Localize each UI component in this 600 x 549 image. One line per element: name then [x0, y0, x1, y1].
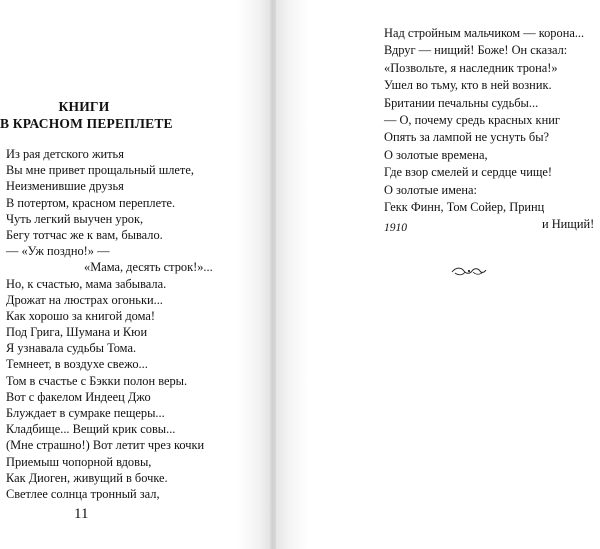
- poem-line: — О, почему средь красных книг: [384, 112, 560, 127]
- poem-title-line: В КРАСНОМ ПЕРЕПЛЕТЕ: [0, 116, 173, 131]
- poem-line: Над стройным мальчиком — корона...: [384, 26, 585, 40]
- poem-stanza-left: [6, 146, 268, 502]
- poem-line: Под Грига, Шумана и Кюи: [6, 325, 148, 340]
- poem-year: 1910: [384, 222, 407, 234]
- poem-line: Неизменившие друзья: [6, 179, 124, 194]
- poem-line: Приемыш чопорной вдовы,: [6, 454, 152, 469]
- page-number: 11: [74, 506, 89, 522]
- poem-line: Блуждает в сумраке пещеры...: [6, 406, 165, 420]
- poem-line: Как Диоген, живущий в бочке.: [6, 470, 168, 485]
- poem-title-line: КНИГИ: [58, 99, 110, 114]
- poem-line: Вы мне привет прощальный шлете,: [6, 163, 194, 178]
- poem-line: Гекк Финн, Том Сойер, Принц: [384, 199, 545, 214]
- poem-line: и Нищий!: [542, 217, 595, 232]
- poem-line: Из рая детского житья: [6, 147, 124, 161]
- poem-line: Том в счастье с Бэкки полон веры.: [6, 373, 188, 388]
- poem-line: Вдруг — нищий! Боже! Он сказал:: [384, 43, 568, 58]
- poem-line: В потертом, красном переплете.: [6, 195, 176, 210]
- poem-line: Опять за лампой не уснуть бы?: [384, 130, 550, 145]
- left-page: [0, 0, 270, 549]
- poem-line: Бегу тотчас же к вам, бывало.: [6, 227, 163, 242]
- right-page: [276, 0, 600, 549]
- poem-title: [0, 98, 173, 132]
- poem-line: Как хорошо за книгой дома!: [6, 308, 155, 323]
- poem-line: — «Уж поздно!» —: [6, 244, 110, 259]
- poem-line: Британии печальны судьбы...: [384, 95, 539, 110]
- poem-line: Я узнавала судьбы Тома.: [6, 341, 137, 356]
- poem-line: «Мама, десять строк!»...: [84, 260, 213, 275]
- poem-stanza-right: [384, 25, 599, 234]
- poem-line: (Мне страшно!) Вот летит чрез кочки: [6, 438, 205, 453]
- flourish-ornament-icon: [451, 264, 487, 278]
- poem-line: О золотые времена,: [384, 147, 488, 162]
- poem-line: Чуть легкий выучен урок,: [6, 211, 144, 226]
- poem-line: Ушел во тьму, кто в ней возник.: [384, 78, 552, 93]
- poem-line: Дрожат на люстрах огоньки...: [6, 292, 163, 307]
- poem-line: О золотые имена:: [384, 182, 477, 197]
- poem-line: «Позвольте, я наследник трона!»: [384, 60, 558, 75]
- poem-line: Темнеет, в воздухе свежо...: [6, 357, 148, 372]
- poem-line: Светлее солнца тронный зал,: [6, 486, 160, 501]
- poem-line: Где взор смелей и сердце чище!: [384, 165, 553, 180]
- poem-line: Кладбище... Вещий крик совы...: [6, 422, 176, 437]
- poem-line: Но, к счастью, мама забывала.: [6, 276, 167, 291]
- poem-line: Вот с факелом Индеец Джо: [6, 389, 151, 404]
